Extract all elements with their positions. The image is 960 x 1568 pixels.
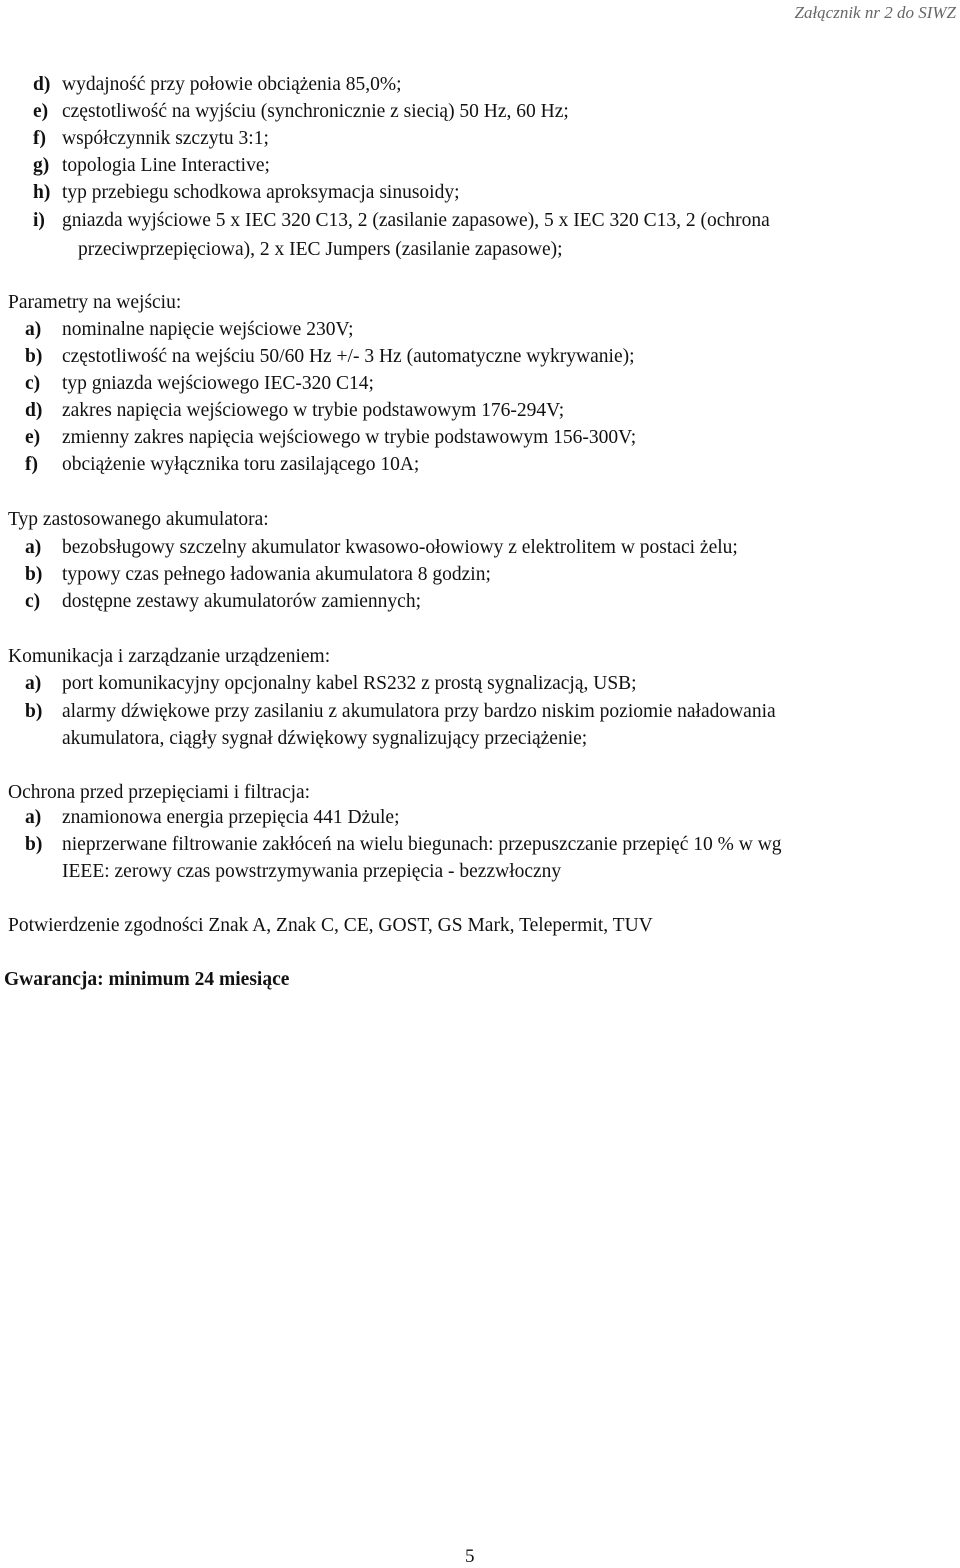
section-heading-battery: Typ zastosowanego akumulatora: [8, 509, 269, 530]
section-heading-input: Parametry na wejściu: [8, 292, 182, 313]
document-header-title: Załącznik nr 2 do SIWZ [794, 3, 956, 22]
warranty-statement: Gwarancja: minimum 24 miesiące [4, 969, 290, 990]
section-heading-communication: Komunikacja i zarządzanie urządzeniem: [8, 646, 331, 667]
section-heading-surge-protection: Ochrona przed przepięciami i filtracja: [8, 782, 311, 803]
page-number: 5 [465, 1546, 475, 1567]
compliance-statement: Potwierdzenie zgodności Znak A, Znak C, CE, GOST, GS Mark, Telepermit, TUV [8, 915, 653, 936]
